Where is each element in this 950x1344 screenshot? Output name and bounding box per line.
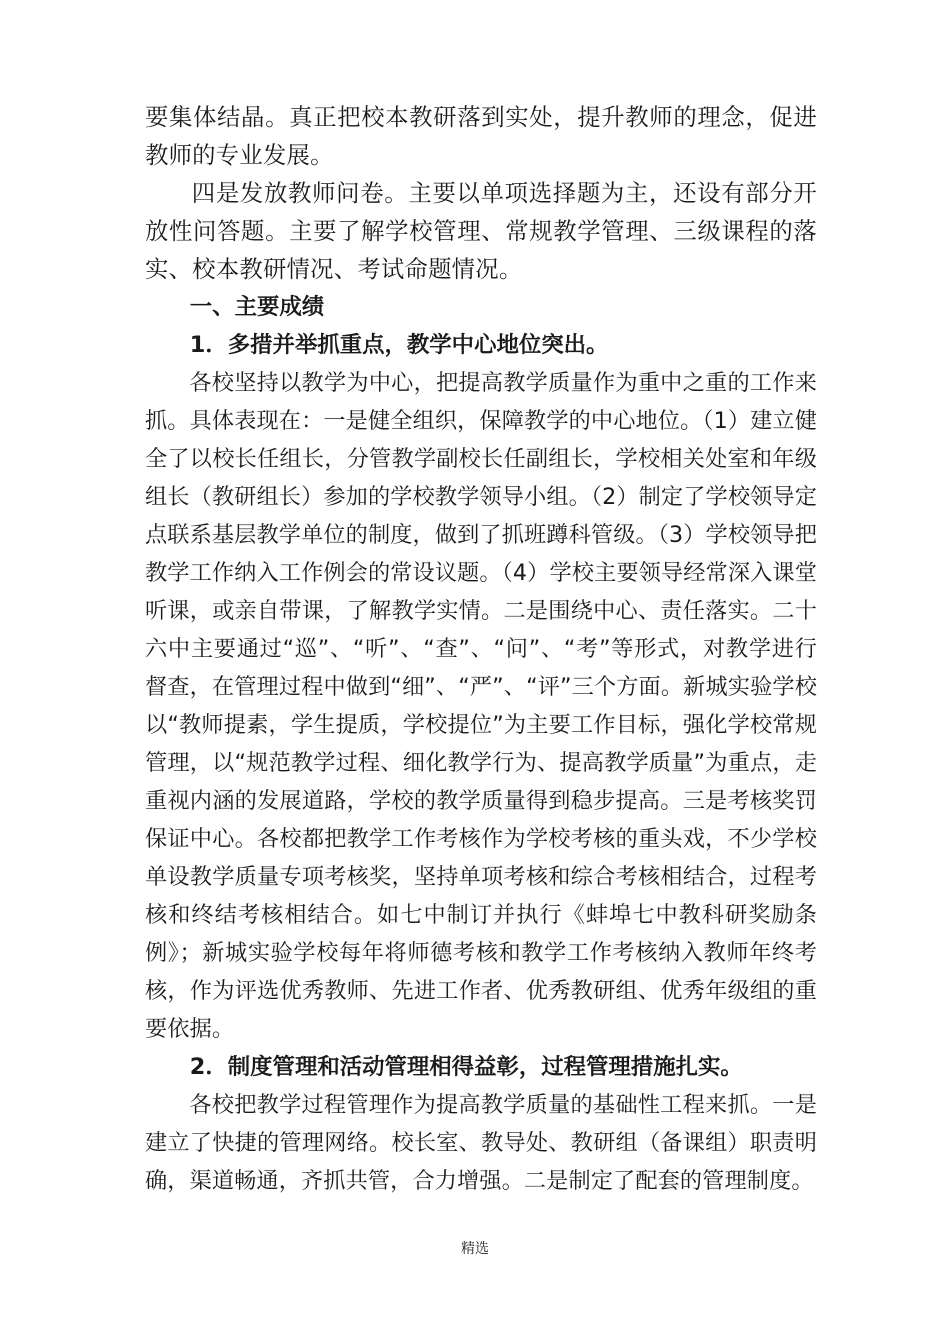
section-heading: 一、主要成绩 xyxy=(189,294,325,320)
body-paragraph-1: 各校坚持以教学为中心，把提高教学质量作为重中之重的工作来抓。具体表现在：一是健全组织，保障教学的中心地位。（1）建立健全了以校长任组长，分管教学副校长任副组长，学校相关处室和年级组长（教研组长）参加的学校教学领导小组。（2）制定了学校领导定点联系基层教学单位的制度，做到了抓班蹲科管级。（3）学校领导把教学工作纳入工作例会的常设议题。（4）学校主要领导经常深入课堂听课，或亲自带课，了解教学实情。二是围绕中心、责任落实。二十六中主要通过“巡”、“听”、“查”、“问”、“考”等形式，对教学进行督查，在管理过程中做到“细”、“严”、“评”三个方面。新城实验学校以“教师提素，学生提质，学校提位”为主要工作目标，强化学校常规管理，以“规范教学过程、细化教学行为、提高教学质量”为重点，走重视内涵的发展道路，学校的教学质量得到稳步提高。三是考核奖罚保证中心。各校都把教学工作考核作为学校考核的重头戏，不少学校单设教学质量专项考核奖，坚持单项考核和综合考核相结合，过程考核和终结考核相结合。如七中制订并执行《蚌埠七中教科研奖励条例》；新城实验学校每年将师德考核和教学工作考核纳入教师年终考核，作为评选优秀教师、先进工作者、优秀教研组、优秀年级组的重要依据。 xyxy=(145,370,817,1042)
document-page xyxy=(145,98,817,1200)
body-paragraph-2: 各校把教学过程管理作为提高教学质量的基础性工程来抓。一是建立了快捷的管理网络。校长室、教导处、教研组（备课组）职责明确，渠道畅通，齐抓共管，合力增强。二是制定了配套的管理制度。 xyxy=(145,1092,817,1194)
subheading-1: 1．多措并举抓重点，教学中心地位突出。 xyxy=(189,332,609,358)
subheading-2: 2．制度管理和活动管理相得益彰，过程管理措施扎实。 xyxy=(189,1054,743,1080)
paragraph-continuation: 要集体结晶。真正把校本教研落到实处，提升教师的理念，促进教师的专业发展。 xyxy=(145,103,817,169)
page-footer: 精选 xyxy=(461,1241,489,1257)
paragraph-questionnaire: 四是发放教师问卷。主要以单项选择题为主，还设有部分开放性问答题。主要了解学校管理、常规教学管理、三级课程的落实、校本教研情况、考试命题情况。 xyxy=(145,179,817,283)
